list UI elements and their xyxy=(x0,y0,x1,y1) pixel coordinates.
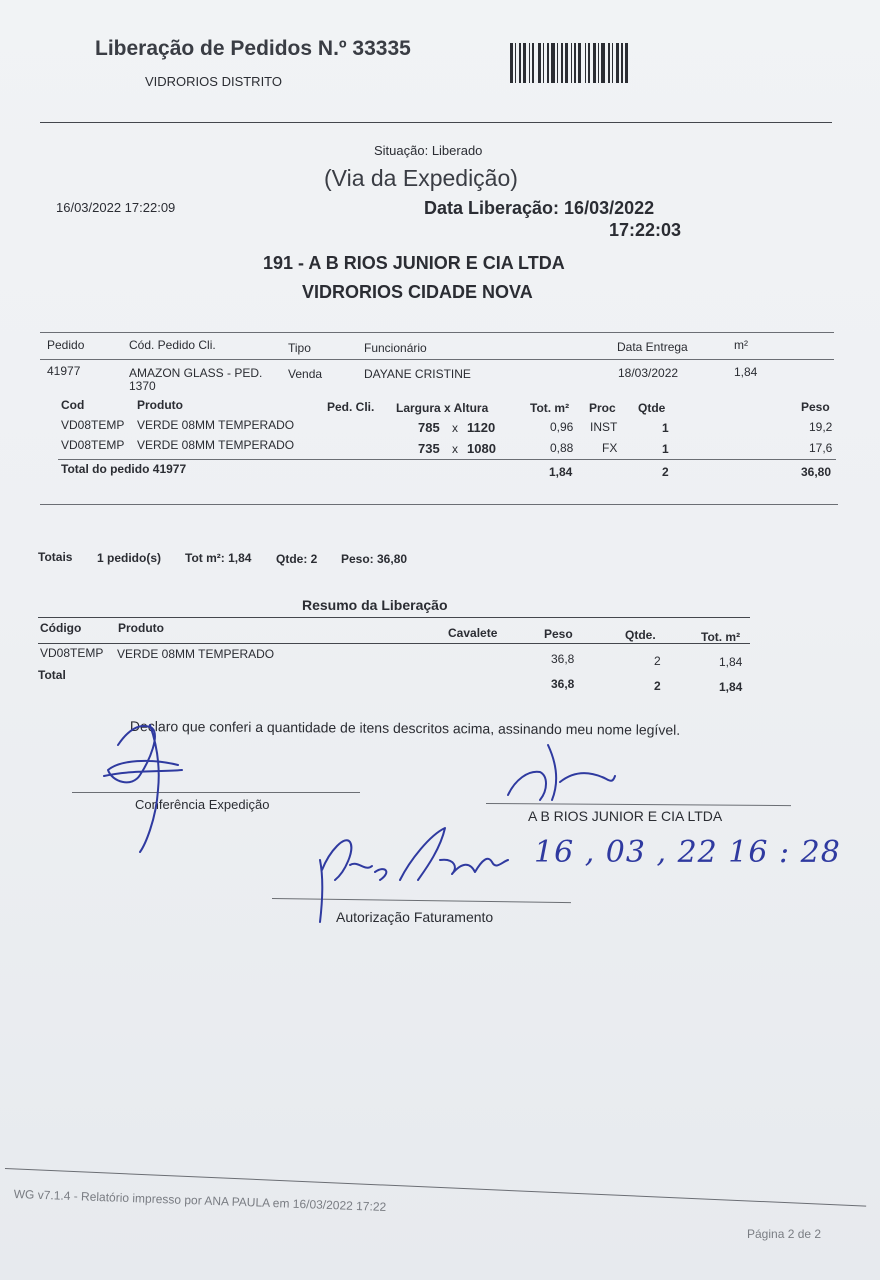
item-row-2-altura: 1080 xyxy=(467,441,496,456)
situation-label: Situação: Liberado xyxy=(374,143,483,158)
summary-total-tot-m2: 1,84 xyxy=(719,680,743,694)
totals-peso: Peso: 36,80 xyxy=(341,552,408,566)
summary-row-codigo: VD08TEMP xyxy=(40,646,104,660)
item-row-2-qtde: 1 xyxy=(662,442,669,456)
item-row-1-tot-m2: 0,96 xyxy=(550,420,574,434)
summary-header-tot-m2: Tot. m² xyxy=(701,630,741,644)
col-header-m2: m² xyxy=(734,338,748,352)
item-header-proc: Proc xyxy=(589,401,616,415)
item-row-1-peso: 19,2 xyxy=(809,420,833,434)
item-row-1-x: x xyxy=(452,421,458,435)
summary-header-peso: Peso xyxy=(544,627,573,641)
autorizacao-signature xyxy=(320,828,508,922)
item-row-2-x: x xyxy=(452,442,458,456)
document-title: Liberação de Pedidos N.º 33335 xyxy=(95,37,411,60)
totals-qtde: Qtde: 2 xyxy=(276,552,318,566)
totals-pedidos: 1 pedido(s) xyxy=(97,551,162,565)
order-client-code-line2: 1370 xyxy=(129,379,156,393)
order-client-code-line1: AMAZON GLASS - PED. xyxy=(129,366,263,380)
item-row-1-largura: 785 xyxy=(418,420,440,435)
order-total-qtde: 2 xyxy=(662,465,669,479)
client-signature-label: A B RIOS JUNIOR E CIA LTDA xyxy=(528,808,723,824)
item-header-peso: Peso xyxy=(801,400,830,414)
item-row-1-altura: 1120 xyxy=(467,420,496,435)
item-header-ped-cli: Ped. Cli. xyxy=(327,400,375,414)
release-date: Data Liberação: 16/03/2022 xyxy=(424,198,655,218)
totals-tot-m2: Tot m²: 1,84 xyxy=(185,551,252,565)
totals-label: Totais xyxy=(38,550,73,564)
order-total-peso: 36,80 xyxy=(801,465,832,479)
col-header-funcionario: Funcionário xyxy=(364,341,427,355)
conferencia-signature xyxy=(104,725,182,852)
order-m2: 1,84 xyxy=(734,365,758,379)
summary-row-produto: VERDE 08MM TEMPERADO xyxy=(117,647,275,661)
col-header-tipo: Tipo xyxy=(288,341,311,355)
col-header-data-entrega: Data Entrega xyxy=(617,340,688,354)
item-header-largura-altura: Largura x Altura xyxy=(396,401,489,415)
item-row-2-tot-m2: 0,88 xyxy=(550,441,574,455)
summary-header-produto: Produto xyxy=(118,621,164,635)
order-number: 41977 xyxy=(47,364,81,378)
summary-header-codigo: Código xyxy=(40,621,82,635)
item-row-2-produto: VERDE 08MM TEMPERADO xyxy=(137,438,295,452)
order-type: Venda xyxy=(288,367,323,381)
footer-page-number: Página 2 de 2 xyxy=(747,1227,822,1241)
summary-row-peso: 36,8 xyxy=(551,652,575,666)
client-store: VIDRORIOS CIDADE NOVA xyxy=(302,282,533,302)
item-row-1-cod: VD08TEMP xyxy=(61,418,125,432)
copy-label: (Via da Expedição) xyxy=(324,165,518,191)
printed-datetime: 16/03/2022 17:22:09 xyxy=(56,200,176,215)
order-total-tot-m2: 1,84 xyxy=(549,465,573,479)
col-header-pedido: Pedido xyxy=(47,338,85,352)
autorizacao-label: Autorização Faturamento xyxy=(336,909,494,925)
order-delivery-date: 18/03/2022 xyxy=(618,366,679,380)
item-row-2-largura: 735 xyxy=(418,441,440,456)
client-signature xyxy=(508,745,615,800)
summary-row-qtde: 2 xyxy=(654,654,661,668)
item-header-produto: Produto xyxy=(137,398,183,412)
company-name: VIDRORIOS DISTRITO xyxy=(145,74,282,89)
summary-header-cavalete: Cavalete xyxy=(448,626,498,640)
item-row-2-peso: 17,6 xyxy=(809,441,833,455)
item-row-2-cod: VD08TEMP xyxy=(61,438,125,452)
order-total-label: Total do pedido 41977 xyxy=(61,462,187,476)
summary-total-peso: 36,8 xyxy=(551,677,575,691)
summary-title: Resumo da Liberação xyxy=(302,597,448,613)
summary-total-qtde: 2 xyxy=(654,679,661,693)
item-row-1-produto: VERDE 08MM TEMPERADO xyxy=(137,418,295,432)
col-header-cod-pedido-cli: Cód. Pedido Cli. xyxy=(129,338,216,352)
item-row-2-proc: FX xyxy=(602,441,618,455)
handwritten-date: 16 , 03 , 22 16 : 28 xyxy=(534,835,841,870)
summary-total-label: Total xyxy=(38,668,66,682)
item-row-1-proc: INST xyxy=(590,420,618,434)
declaration-text: Declaro que conferi a quantidade de itens descritos acima, assinando meu nome legível. xyxy=(129,718,681,738)
summary-row-tot-m2: 1,84 xyxy=(719,655,743,669)
item-row-1-qtde: 1 xyxy=(662,421,669,435)
item-header-tot-m2: Tot. m² xyxy=(530,401,570,415)
order-employee: DAYANE CRISTINE xyxy=(364,367,471,381)
item-header-cod: Cod xyxy=(61,398,85,412)
footer-printed-by: WG v7.1.4 - Relatório impresso por ANA PAULA em 16/03/2022 17:22 xyxy=(13,1187,387,1214)
release-time: 17:22:03 xyxy=(609,220,682,240)
conferencia-label: Conferência Expedição xyxy=(135,797,270,812)
item-header-qtde: Qtde xyxy=(638,401,666,415)
summary-header-qtde: Qtde. xyxy=(625,628,656,642)
client-name: 191 - A B RIOS JUNIOR E CIA LTDA xyxy=(263,253,565,273)
